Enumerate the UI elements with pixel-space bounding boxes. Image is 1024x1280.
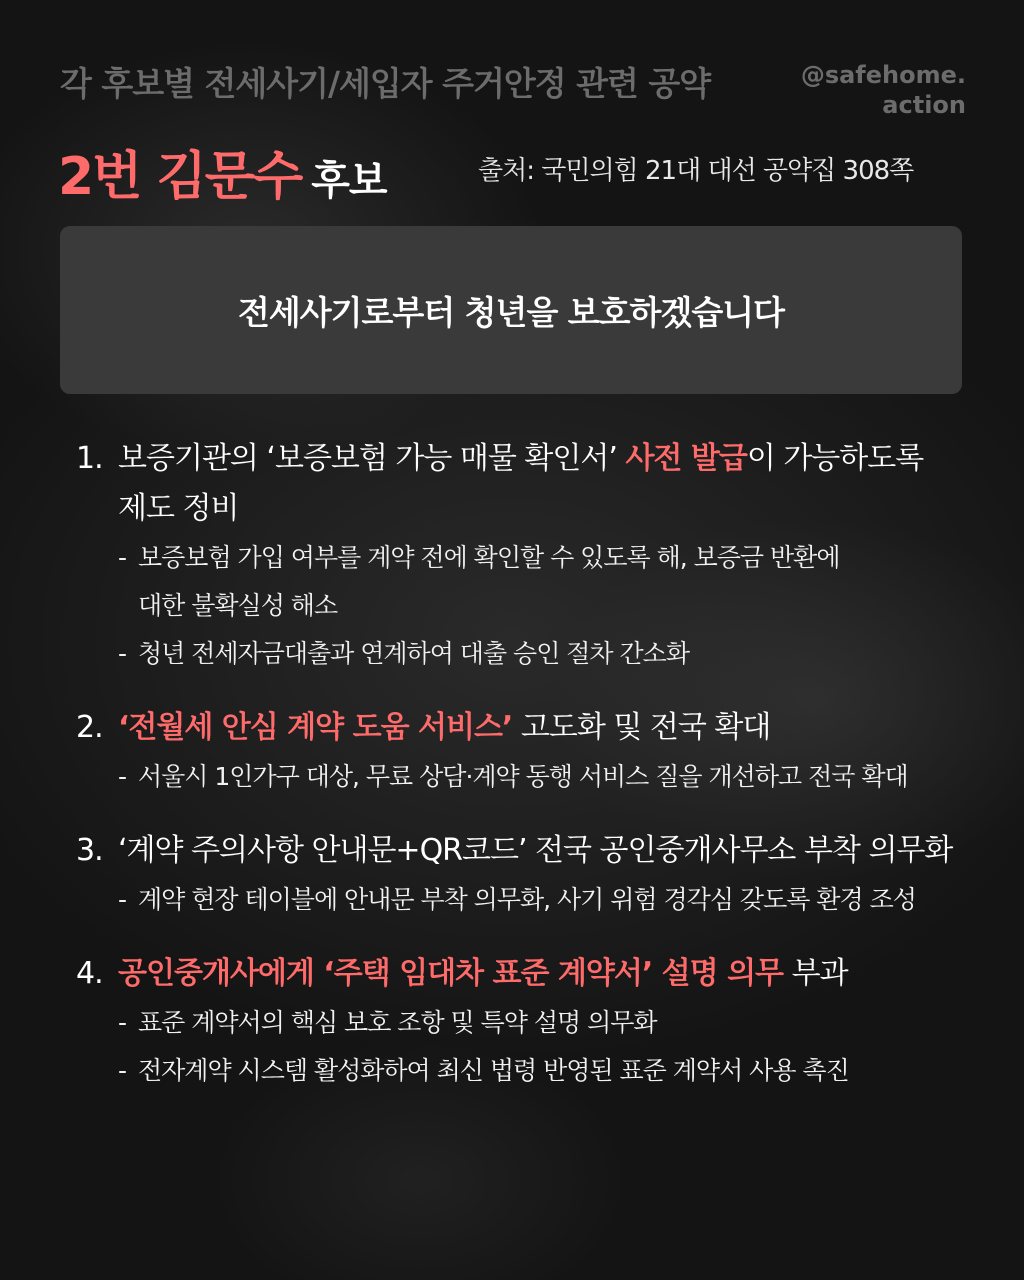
slogan-text: 전세사기로부터 청년을 보호하겠습니다	[238, 292, 784, 332]
pledge-title	[76, 826, 976, 876]
slogan-banner	[60, 226, 962, 394]
account-handle-line1: @safehome.	[800, 61, 966, 89]
pledge-title-text: 이 가능하도록	[746, 441, 924, 476]
bullet-dash: -	[118, 639, 127, 668]
pledge-highlight: ‘전월세 안심 계약 도움 서비스’	[118, 710, 513, 745]
pledge-title-text: 부과	[783, 956, 848, 991]
account-handle-line2: action	[882, 91, 966, 119]
pledge-number: 1.	[76, 441, 103, 476]
pledge-detail-text: 보증보험 가입 여부를 계약 전에 확인할 수 있도록 해, 보증금 반환에	[138, 543, 840, 572]
header-title: 각 후보별 전세사기/세입자 주거안정 관련 공약	[60, 64, 711, 103]
pledge-detail-text: 서울시 1인가구 대상, 무료 상담·계약 동행 서비스 질을 개선하고 전국 확대	[138, 762, 908, 791]
pledge-number: 2.	[76, 710, 103, 745]
pledge-title-text: 고도화 및 전국 확대	[512, 710, 771, 745]
pledge-highlight: 공인중개사에게 ‘주택 임대차 표준 계약서’ 설명 의무	[118, 956, 784, 991]
bullet-dash: -	[118, 762, 127, 791]
pledge-detail	[76, 999, 976, 1047]
pledge-detail	[76, 534, 976, 630]
pledge-detail	[76, 630, 976, 678]
pledge-title-text: 보증기관의 ‘보증보험 가능 매물 확인서’	[118, 441, 626, 476]
pledge-highlight: 사전 발급	[625, 441, 747, 476]
pledge-item-3	[76, 826, 976, 924]
pledge-item-4	[76, 949, 976, 1095]
pledge-detail-text: 표준 계약서의 핵심 보호 조항 및 특약 설명 의무화	[138, 1008, 657, 1037]
pledge-detail-text: 대한 불확실성 해소	[138, 591, 338, 620]
pledge-number: 4.	[76, 956, 103, 991]
pledge-title-text: ‘계약 주의사항 안내문+QR코드’ 전국 공인중개사무소 부착 의무화	[118, 833, 953, 868]
pledge-title	[76, 949, 976, 999]
pledge-number: 3.	[76, 833, 103, 868]
account-handle	[801, 60, 966, 120]
pledge-detail	[76, 1047, 976, 1095]
pledge-detail	[76, 876, 976, 924]
bullet-dash: -	[118, 1008, 127, 1037]
candidate-suffix: 후보	[311, 158, 387, 204]
pledge-detail-text: 청년 전세자금대출과 연계하여 대출 승인 절차 간소화	[138, 639, 689, 668]
pledge-title	[76, 703, 976, 753]
pledge-detail-text: 계약 현장 테이블에 안내문 부착 의무화, 사기 위험 경각심 갖도록 환경 조성	[138, 885, 916, 914]
candidate-name: 2번 김문수	[58, 147, 302, 207]
pledge-item-1	[76, 434, 976, 678]
bullet-dash: -	[118, 1056, 127, 1085]
bullet-dash: -	[118, 543, 127, 572]
pledge-detail-text: 전자계약 시스템 활성화하여 최신 법령 반영된 표준 계약서 사용 촉진	[138, 1056, 849, 1085]
source-note: 출처: 국민의힘 21대 대선 공약집 308쪽	[478, 156, 914, 186]
bullet-dash: -	[118, 885, 127, 914]
pledge-title	[76, 434, 976, 534]
pledge-title-text: 제도 정비	[118, 491, 239, 526]
pledge-detail	[76, 753, 976, 801]
candidate-heading	[58, 134, 387, 209]
pledge-item-2	[76, 703, 976, 801]
